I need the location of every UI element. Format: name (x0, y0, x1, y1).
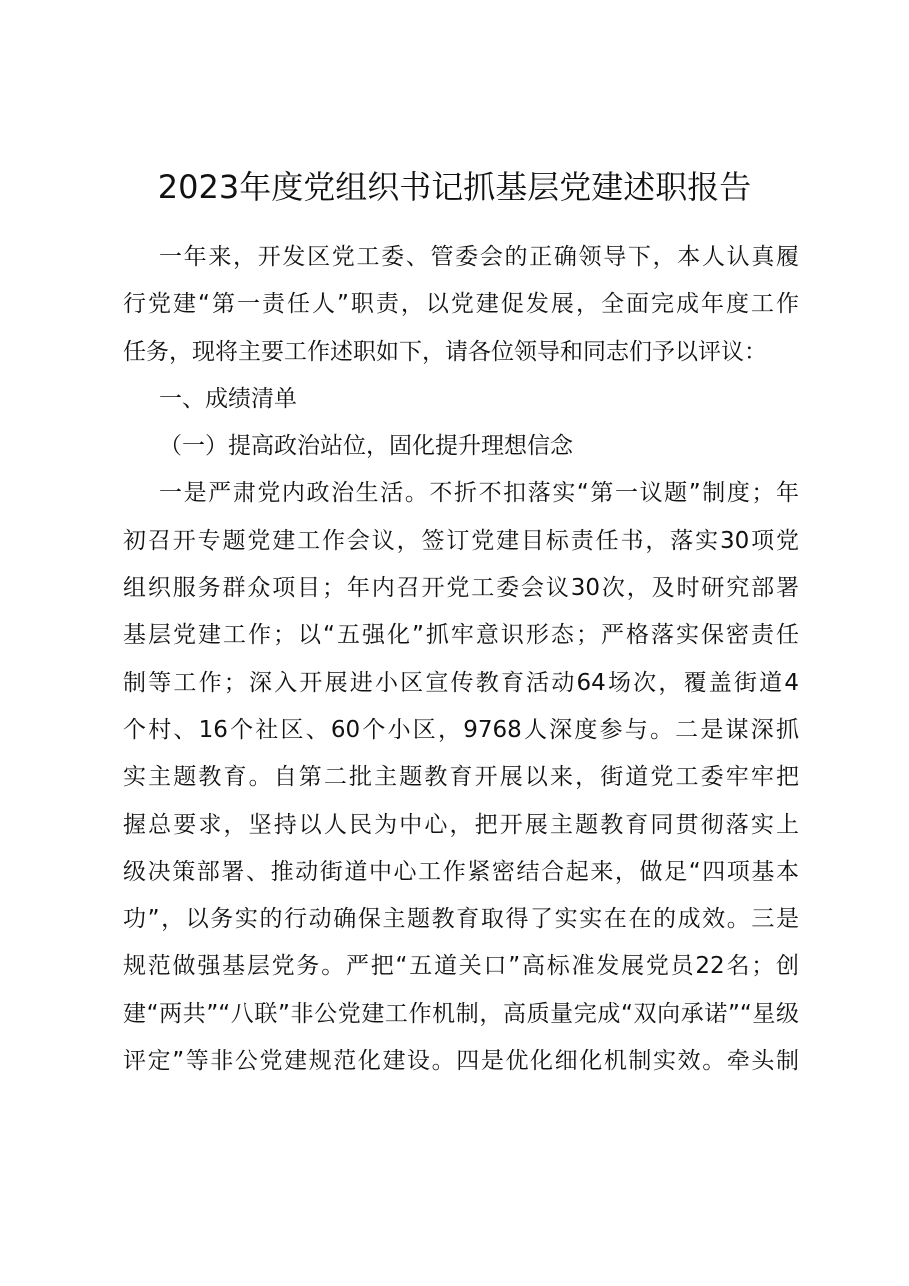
paragraph-line: 建“两共”“八联”非公党建工作机制，高质量完成“双向承诺”“星级 (123, 1000, 799, 1027)
document-body (123, 234, 799, 1085)
paragraph-line: 制等工作；深入开展进小区宣传教育活动64场次，覆盖街道4 (123, 669, 799, 696)
paragraph-line: 功”，以务实的行动确保主题教育取得了实实在在的成效。三是 (123, 906, 799, 933)
paragraph-line: 一是严肃党内政治生活。不折不扣落实“第一议题”制度；年 (159, 480, 799, 507)
paragraph-line: 个村、16个社区、60个小区，9768人深度参与。二是谋深抓 (123, 716, 799, 743)
paragraph-line: 一、成绩清单 (159, 385, 297, 412)
paragraph-line: 实主题教育。自第二批主题教育开展以来，街道党工委牢牢把 (123, 764, 799, 791)
paragraph-line: 一年来，开发区党工委、管委会的正确领导下，本人认真履 (159, 244, 799, 270)
paragraph-line: 任务，现将主要工作述职如下，请各位领导和同志们予以评议： (123, 338, 767, 365)
paragraph-line: 规范做强基层党务。严把“五道关口”高标准发展党员22名；创 (123, 953, 799, 980)
paragraph-line: （一）提高政治站位，固化提升理想信念 (159, 433, 573, 460)
paragraph-line: 初召开专题党建工作会议，签订党建目标责任书，落实30项党 (123, 527, 799, 554)
paragraph-line: 行党建“第一责任人”职责，以党建促发展，全面完成年度工作 (123, 291, 799, 318)
paragraph-line: 基层党建工作；以“五强化”抓牢意识形态；严格落实保密责任 (123, 622, 799, 649)
paragraph-line: 握总要求，坚持以人民为中心，把开展主题教育同贯彻落实上 (123, 811, 799, 838)
paragraph-line: 组织服务群众项目；年内召开党工委会议30次，及时研究部署 (123, 575, 799, 602)
document-title: 2023年度党组织书记抓基层党建述职报告 (157, 168, 752, 206)
paragraph-line: 级决策部署、推动街道中心工作紧密结合起来，做足“四项基本 (123, 858, 799, 885)
paragraph-line: 评定”等非公党建规范化建设。四是优化细化机制实效。牵头制 (123, 1048, 799, 1075)
